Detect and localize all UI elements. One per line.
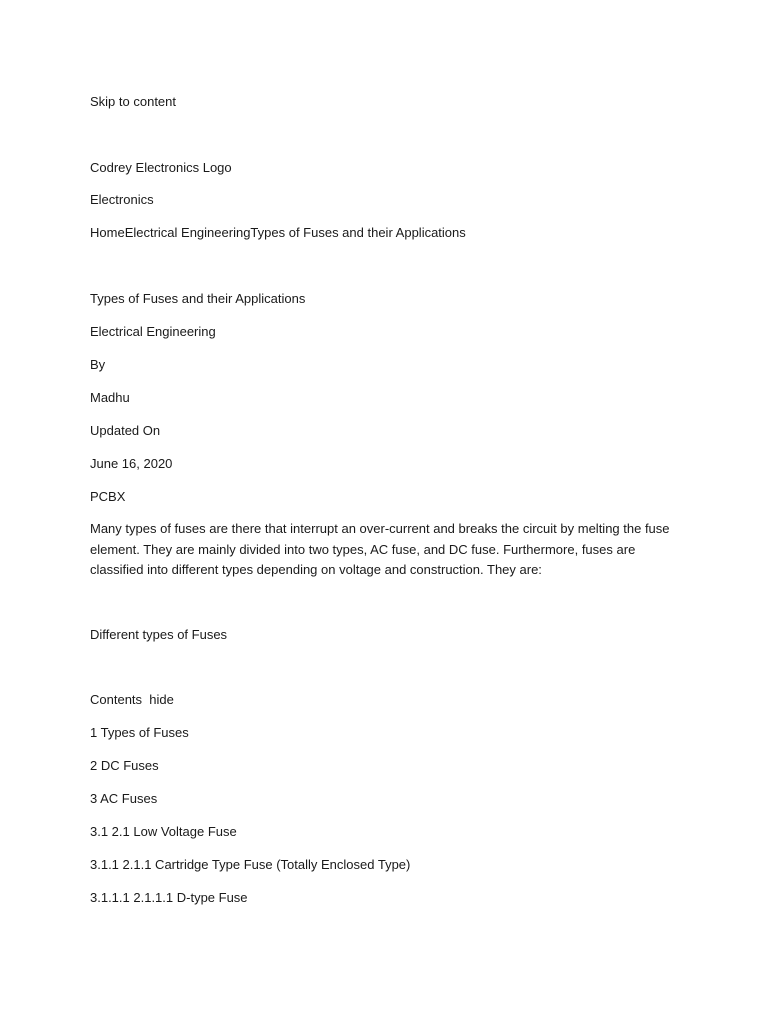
site-logo[interactable]: Codrey Electronics Logo [90, 160, 232, 175]
toc-item[interactable]: 2 DC Fuses [90, 758, 159, 773]
intro-paragraph: Many types of fuses are there that interrupt an over-current and breaks the circuit by melting the fuse element. They are mainly divided into two types, AC fuse, and DC fuse. Furthermore, fuses are classified into different types depending on voltage and construction. They are: [90, 521, 670, 577]
toc-title: Contents [90, 692, 143, 707]
article-category-link[interactable]: Electrical Engineering [90, 324, 216, 339]
breadcrumb-home[interactable]: Home [90, 225, 125, 240]
toc-toggle[interactable]: hide [149, 692, 174, 707]
updated-label: Updated On [90, 423, 161, 438]
breadcrumb-current: Types of Fuses and their Applications [250, 225, 466, 240]
by-label: By [90, 357, 106, 372]
author-link[interactable]: Madhu [90, 390, 130, 405]
breadcrumb-category[interactable]: Electrical Engineering [124, 225, 251, 240]
image-caption: Different types of Fuses [90, 627, 228, 642]
sponsor-link[interactable]: PCBX [90, 489, 126, 504]
breadcrumb [90, 225, 466, 241]
toc-item[interactable]: 1 Types of Fuses [90, 725, 189, 740]
toc-header [90, 692, 174, 708]
toc-item[interactable]: 3.1.1 2.1.1 Cartridge Type Fuse (Totally Enclosed Type) [90, 857, 411, 872]
site-section-link[interactable]: Electronics [90, 192, 154, 207]
toc-item[interactable]: 3.1 2.1 Low Voltage Fuse [90, 824, 237, 839]
updated-date: June 16, 2020 [90, 456, 173, 471]
article-title: Types of Fuses and their Applications [90, 291, 306, 306]
toc-item[interactable]: 3 AC Fuses [90, 791, 158, 806]
toc-item[interactable]: 3.1.1.1 2.1.1.1 D-type Fuse [90, 890, 248, 905]
skip-to-content-link[interactable]: Skip to content [90, 94, 176, 109]
